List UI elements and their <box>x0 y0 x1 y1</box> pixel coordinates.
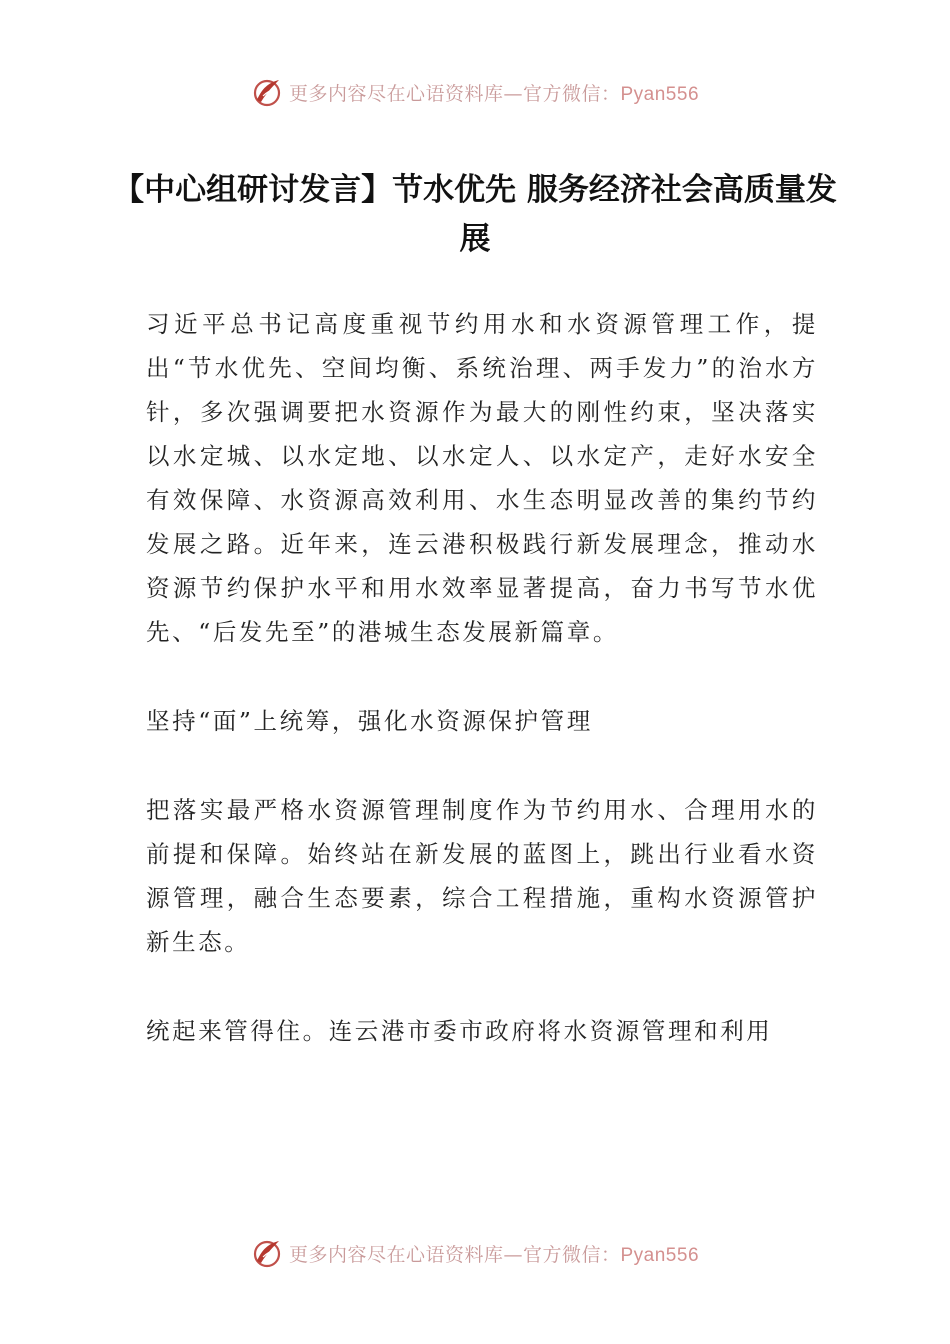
header-watermark <box>0 72 950 112</box>
wechat-id: Pyan556 <box>620 1244 700 1266</box>
wechat-id: Pyan556 <box>620 83 700 105</box>
section-heading: 坚持“面”上统筹，强化水资源保护管理 <box>146 707 593 735</box>
watermark-text <box>289 79 699 106</box>
watermark-label: 更多内容尽在心语资料库—官方微信： <box>288 1243 621 1266</box>
watermark-label: 更多内容尽在心语资料库—官方微信： <box>288 82 621 105</box>
document-title: 【中心组研讨发言】节水优先 服务经济社会高质量发展 <box>113 172 837 257</box>
paragraph-continued: 统起来管得住。连云港市委市政府将水资源管理和利用 <box>146 1017 773 1045</box>
brand-logo-icon <box>251 1237 283 1269</box>
footer-watermark <box>0 1233 950 1273</box>
watermark-text <box>289 1240 699 1267</box>
paragraph-intro: 习近平总书记高度重视节约用水和水资源管理工作，提出“节水优先、空间均衡、系统治理、两手发力”的治水方针，多次强调要把水资源作为最大的刚性约束，坚决落实以水定城、以水定地、以水定人、以水定产，走好水安全有效保障、水资源高效利用、水生态明显改善的集约节约发展之路。近年来，连云港积极践行新发展理念，推动水资源节约保护水平和用水效率显著提高，奋力书写节水优先、“后发先至”的港城生态发展新篇章。 <box>146 310 818 646</box>
brand-logo-icon <box>251 76 283 108</box>
paragraph-body: 把落实最严格水资源管理制度作为节约用水、合理用水的前提和保障。始终站在新发展的蓝图上，跳出行业看水资源管理，融合生态要素，综合工程措施，重构水资源管护新生态。 <box>146 796 818 956</box>
